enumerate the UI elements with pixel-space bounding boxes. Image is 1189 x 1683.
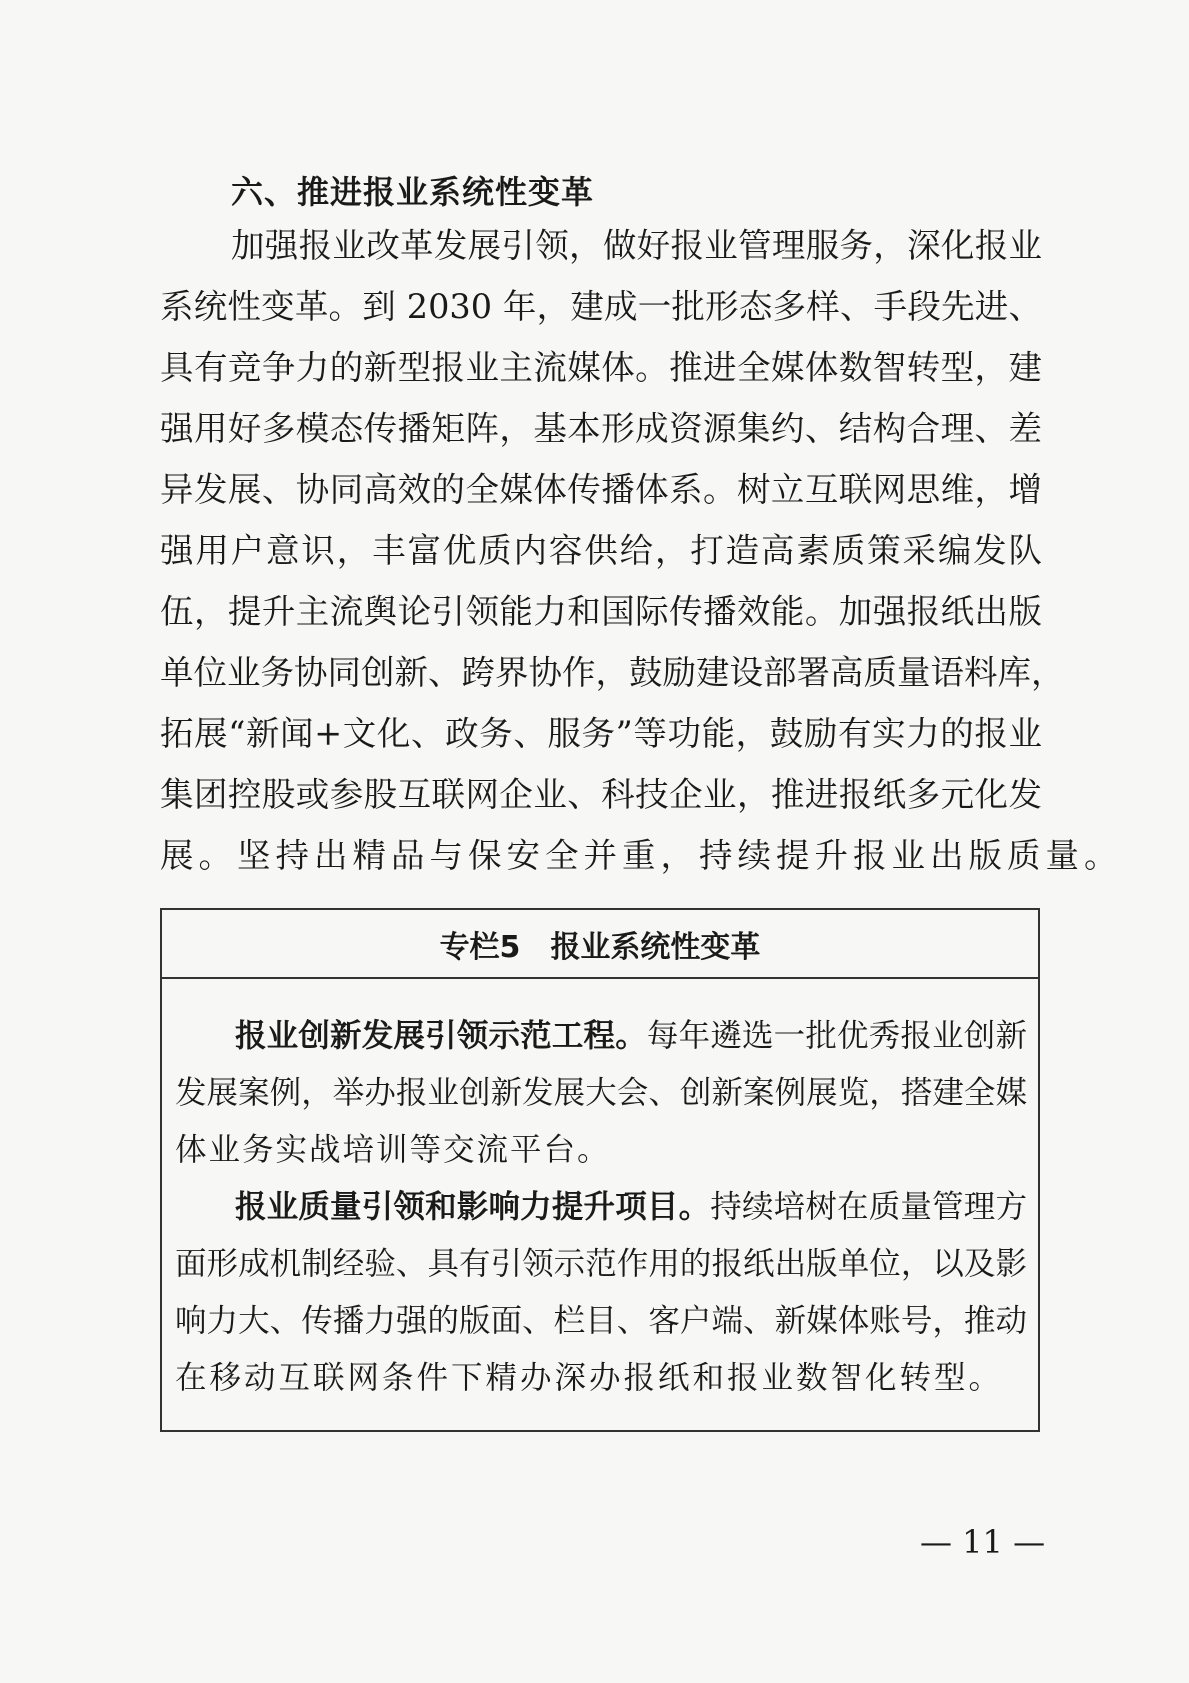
column-item-text: 每年遴选一批优秀报业创新 (646, 1018, 1027, 1054)
column-item-first-line (235, 1186, 1027, 1228)
paragraph-line: 集团控股或参股互联网企业、科技企业，推进报纸多元化发 (160, 775, 1042, 814)
column-item-line: 发展案例，举办报业创新发展大会、创新案例展览，搭建全媒 (175, 1075, 1027, 1111)
paragraph-line: 伍，提升主流舆论引领能力和国际传播效能。加强报纸出版 (160, 592, 1042, 631)
column-box (160, 908, 1040, 1432)
column-title: 报业系统性变革 (550, 929, 761, 965)
column-item-lead: 报业创新发展引领示范工程。 (235, 1018, 647, 1054)
column-item-text: 持续培树在质量管理方 (710, 1189, 1027, 1225)
paragraph-line: 单位业务协同创新、跨界协作，鼓励建设部署高质量语料库， (160, 653, 1065, 692)
paragraph-line: 强用好多模态传播矩阵，基本形成资源集约、结构合理、差 (160, 409, 1042, 448)
column-item-lead: 报业质量引领和影响力提升项目。 (235, 1189, 711, 1225)
paragraph-line: 异发展、协同高效的全媒体传播体系。树立互联网思维，增 (160, 470, 1042, 509)
column-label: 专栏5 (439, 929, 521, 965)
paragraph-line: 具有竞争力的新型报业主流媒体。推进全媒体数智转型，建 (160, 348, 1042, 387)
section-heading: 六、推进报业系统性变革 (231, 173, 595, 211)
column-item-first-line (235, 1015, 1027, 1057)
column-item-line: 响力大、传播力强的版面、栏目、客户端、新媒体账号，推动 (175, 1303, 1027, 1339)
paragraph-line: 展。坚持出精品与保安全并重，持续提升报业出版质量。 (160, 836, 1123, 875)
paragraph-line: 系统性变革。到 2030 年，建成一批形态多样、手段先进、 (160, 287, 1042, 326)
column-box-header (162, 910, 1038, 979)
column-item-line: 面形成机制经验、具有引领示范作用的报纸出版单位，以及影 (175, 1246, 1027, 1282)
column-item-line: 在移动互联网条件下精办深办报纸和报业数智化转型。 (175, 1360, 1004, 1396)
paragraph-line: 拓展“新闻+文化、政务、服务”等功能，鼓励有实力的报业 (160, 714, 1042, 753)
page-number: — 11 — (920, 1523, 1046, 1561)
column-item-line: 体业务实战培训等交流平台。 (175, 1132, 611, 1168)
paragraph-line: 强用户意识，丰富优质内容供给，打造高素质策采编发队 (160, 531, 1042, 570)
paragraph-line: 加强报业改革发展引领，做好报业管理服务，深化报业 (231, 226, 1042, 265)
